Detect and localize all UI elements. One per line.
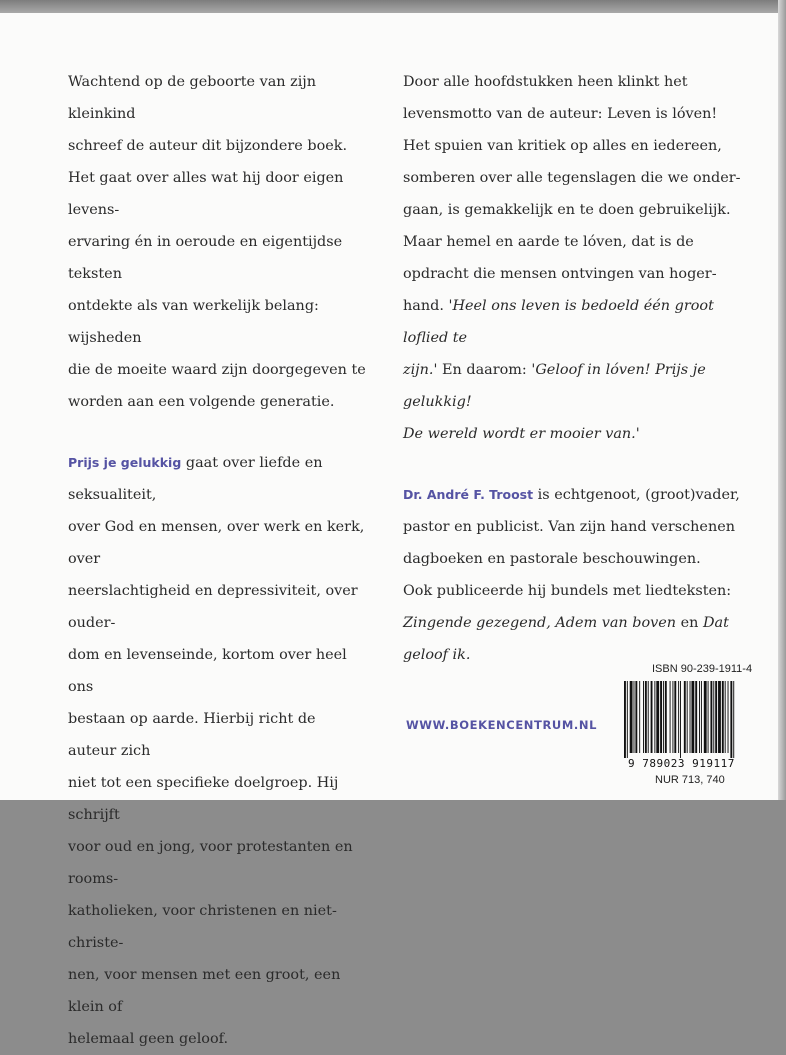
left-p2-line-3: neerslachtigheid en depressiviteit, over ouder- (68, 583, 358, 631)
right-p2-line-3: dagboeken en pastorale beschouwingen. (403, 551, 701, 567)
barcode-bar (660, 681, 662, 753)
barcode-bar (643, 681, 644, 753)
barcode-bar (722, 681, 724, 753)
right-p1-line-10 (403, 418, 743, 450)
barcode-bar (678, 681, 679, 753)
barcode-bar (728, 681, 729, 753)
barcode-bar (680, 681, 681, 758)
left-p2-line-1-rest: gaat over liefde en seksualiteit, (68, 455, 323, 503)
barcode-bar (639, 681, 640, 753)
right-p2-line-1 (403, 479, 743, 511)
quote-part-4: De wereld wordt er mooier van.' (403, 426, 640, 442)
right-p1-line-9 (403, 354, 743, 418)
right-p1-line-8 (403, 290, 743, 354)
barcode-bar (704, 681, 707, 753)
barcode-bar (690, 681, 691, 753)
barcode-bar (691, 681, 694, 753)
top-edge-shadow (0, 0, 786, 13)
left-p1-line-7: worden aan een volgende generatie. (68, 394, 335, 410)
barcode-bar (645, 681, 647, 753)
quote-part-1: 'Heel ons leven is bedoeld één groot loflied te (403, 298, 714, 346)
right-p1-line-8-plain: hand. (403, 298, 449, 314)
barcode-bar (699, 681, 700, 753)
left-p1-line-4: ervaring én in oeroude en eigentijdse teksten (68, 234, 343, 282)
left-p1-line-1: Wachtend op de geboorte van zijn kleinkind (68, 74, 317, 122)
right-p1-line-6: Maar hemel en aarde te lóven, dat is de (403, 234, 694, 250)
barcode-digits: 9 789023 919117 (628, 757, 735, 770)
right-p1-line-2: levensmotto van de auteur: Leven is lóven! (403, 106, 718, 122)
author-name: Dr. André F. Troost (403, 487, 534, 502)
barcode (622, 681, 776, 758)
left-p1-line-5: ontdekte als van werkelijk belang: wijsheden (68, 298, 319, 346)
left-p2-line-9: nen, voor mensen met een groot, een klein of (68, 967, 341, 1015)
right-p1-line-1: Door alle hoofdstukken heen klinkt het (403, 74, 688, 90)
barcode-bar (701, 681, 702, 753)
barcode-bar (672, 681, 673, 753)
left-column (68, 66, 368, 1055)
barcode-bar (695, 681, 697, 753)
right-p1-line-9-plain: En daarom: (437, 362, 532, 378)
barcode-bar (715, 681, 717, 753)
isbn-label: ISBN 90-239-1911-4 (652, 663, 753, 675)
left-p2-line-7: voor oud en jong, voor protestanten en rooms- (68, 839, 353, 887)
barcode-bar (708, 681, 709, 753)
right-p1-line-4: somberen over alle tegenslagen die we onder- (403, 170, 741, 186)
paragraph-gap (403, 450, 743, 479)
barcode-bar (718, 681, 721, 753)
barcode-bar (674, 681, 676, 753)
right-p2-line-4: Ook publiceerde hij bundels met liedteksten: (403, 583, 732, 599)
right-p1-line-3: Het spuien van kritiek op alles en iedereen, (403, 138, 722, 154)
right-p1-line-7: opdracht die mensen ontvingen van hoger- (403, 266, 717, 282)
left-p2-line-6: niet tot een specifieke doelgroep. Hij schrijft (68, 775, 339, 823)
barcode-bar (710, 681, 712, 753)
book-titles-1: Zingende gezegend, Adem van boven (403, 615, 677, 631)
left-p2-line-4: dom en levenseinde, kortom over heel ons (68, 647, 347, 695)
barcode-bar (663, 681, 664, 753)
barcode-bar (624, 681, 626, 758)
right-p2-line-2: pastor en publicist. Van zijn hand verschenen (403, 519, 736, 535)
barcode-bar (733, 681, 734, 758)
barcode-bar (654, 681, 655, 753)
left-p2-line-8: katholieken, voor christenen en niet-christe- (68, 903, 337, 951)
barcode-bar (687, 681, 688, 753)
barcode-bar (725, 681, 726, 753)
barcode-bar (684, 681, 686, 753)
barcode-bar (656, 681, 659, 753)
barcode-bar (630, 681, 633, 753)
right-p2-line-5 (403, 607, 743, 671)
paragraph-gap (68, 418, 368, 447)
right-edge-shadow (778, 0, 786, 800)
book-title: Prijs je gelukkig (68, 455, 182, 470)
right-p2-line-5-plain: en (676, 615, 703, 631)
left-p2-line-1 (68, 447, 368, 511)
right-p1-line-5: gaan, is gemakkelijk en te doen gebruikelijk. (403, 202, 731, 218)
barcode-bar (634, 681, 635, 753)
barcode-bar (627, 681, 628, 758)
right-column (403, 66, 743, 671)
quote-part-2: zijn.' (403, 362, 438, 378)
left-p2-line-10: helemaal geen geloof. (68, 1031, 229, 1047)
barcode-bar (651, 681, 653, 753)
barcode-bar (713, 681, 714, 753)
left-p1-line-3: Het gaat over alles wat hij door eigen levens- (68, 170, 344, 218)
left-p2-line-5: bestaan op aarde. Hierbij richt de auteur zich (68, 711, 316, 759)
left-p2-line-2: over God en mensen, over werk en kerk, over (68, 519, 365, 567)
barcode-bar (665, 681, 667, 753)
barcode-bar (730, 681, 732, 758)
publisher-url[interactable]: WWW.BOEKENCENTRUM.NL (406, 718, 597, 732)
nur-code: NUR 713, 740 (655, 774, 725, 786)
barcode-bar (670, 681, 671, 753)
book-titles-2: Dat geloof ik. (403, 615, 729, 663)
barcode-bar (635, 681, 637, 753)
left-p1-line-2: schreef de auteur dit bijzondere boek. (68, 138, 348, 154)
right-p2-line-1-rest: is echtgenoot, (groot)vader, (533, 487, 740, 503)
left-p1-line-6: die de moeite waard zijn doorgegeven te (68, 362, 366, 378)
quote-part-3: 'Geloof in lóven! Prijs je gelukkig! (403, 362, 706, 410)
barcode-bar (648, 681, 649, 753)
